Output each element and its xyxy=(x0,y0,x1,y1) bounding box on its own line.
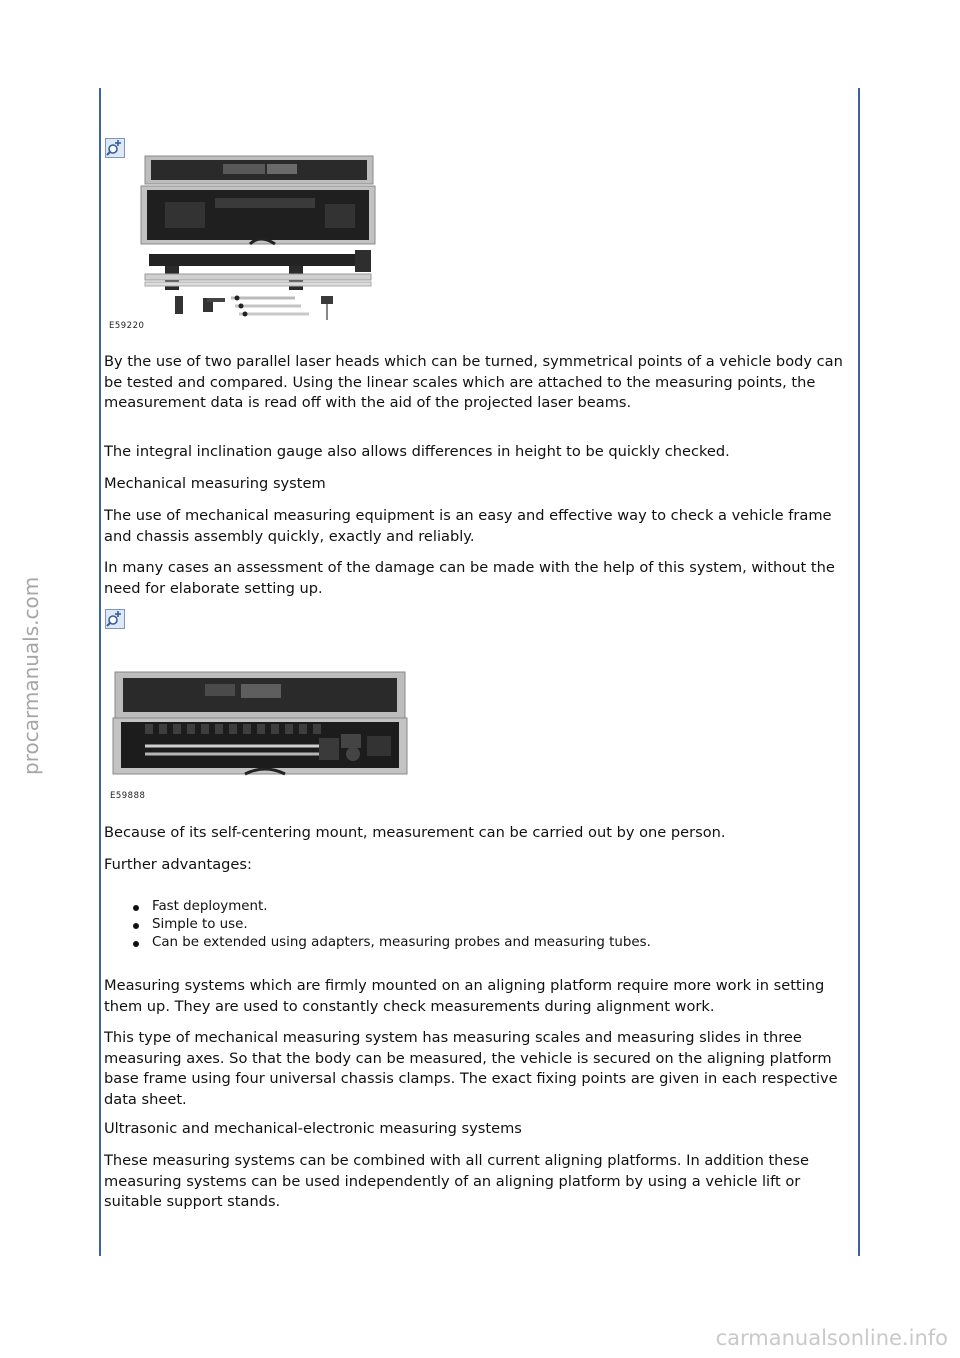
paragraph: Further advantages: xyxy=(104,856,252,873)
footer-watermark: carmanualsonline.info xyxy=(715,1326,948,1350)
list-item: Can be extended using adapters, measuring probes and measuring tubes. xyxy=(131,934,651,952)
figure-label: E59888 xyxy=(110,791,146,801)
figure-laser-kit xyxy=(105,150,405,340)
figure-mechanical-kit xyxy=(105,660,415,810)
paragraph: These measuring systems can be combined with all current aligning platforms. In addition these measuring systems can be used independently of an aligning platform by using a vehicle lift or suitable support stands. xyxy=(104,1152,809,1210)
side-watermark-text: procarmanuals.com xyxy=(19,576,43,775)
paragraph: The integral inclination gauge also allows differences in height to be quickly checked. xyxy=(104,443,730,460)
list-item: Fast deployment. xyxy=(131,898,651,916)
advantages-list xyxy=(131,898,651,952)
list-item: Simple to use. xyxy=(131,916,651,934)
paragraph: Measuring systems which are firmly mounted on an aligning platform require more work in setting them up. They are used to constantly check measurements during alignment work. xyxy=(104,977,825,1015)
section-heading: Ultrasonic and mechanical-electronic measuring systems xyxy=(104,1120,522,1137)
paragraph: This type of mechanical measuring system has measuring scales and measuring slides in three measuring axes. So that the body can be measured, the vehicle is secured on the aligning platform base frame using four universal chassis clamps. The exact fixing points are given in each respective data sheet. xyxy=(104,1029,838,1108)
figure-label: E59220 xyxy=(109,321,145,331)
zoom-icon[interactable] xyxy=(105,609,125,629)
side-watermark xyxy=(8,560,48,780)
left-margin-rule xyxy=(99,88,101,1256)
paragraph: In many cases an assessment of the damage can be made with the help of this system, without the need for elaborate setting up. xyxy=(104,559,835,597)
right-margin-rule xyxy=(858,88,860,1256)
paragraph: By the use of two parallel laser heads which can be turned, symmetrical points of a vehicle body can be tested and compared. Using the linear scales which are attached to the measuring points, the measurement data is read off with the aid of the projected laser beams. xyxy=(104,353,843,411)
paragraph: Because of its self-centering mount, measurement can be carried out by one person. xyxy=(104,824,726,841)
section-heading: Mechanical measuring system xyxy=(104,475,326,492)
paragraph: The use of mechanical measuring equipment is an easy and effective way to check a vehicle frame and chassis assembly quickly, exactly and reliably. xyxy=(104,507,832,545)
